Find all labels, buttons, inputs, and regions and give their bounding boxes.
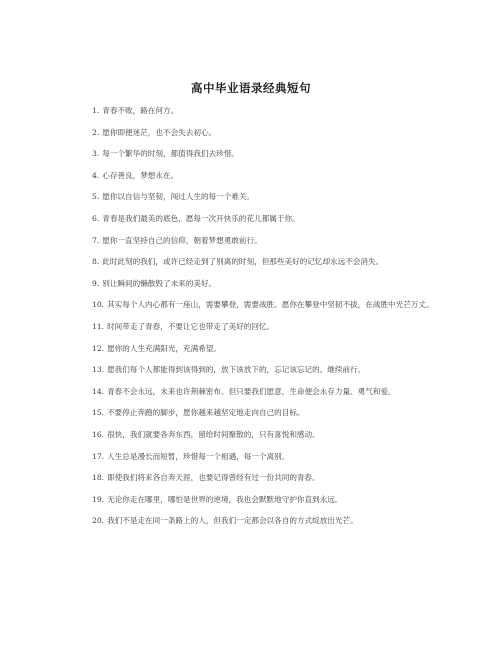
quote-number: 10. xyxy=(92,300,105,310)
quote-number: 13. xyxy=(92,365,105,375)
quote-item xyxy=(78,298,436,311)
quote-number: 20. xyxy=(92,516,105,526)
quote-text: 青春不败，路在何方。 xyxy=(102,106,179,115)
quote-item xyxy=(78,169,436,182)
quote-item xyxy=(78,190,436,203)
quote-number: 11. xyxy=(92,321,105,331)
quote-text: 无论你走在哪里，哪怕是世界的逆境，我也会默默地守护你直到永远。 xyxy=(107,494,343,504)
quote-text: 我们不是走在同一条路上的人，但我们一定都会以各自的方式绽放出光芒。 xyxy=(107,516,358,526)
quote-number: 2. xyxy=(92,127,100,137)
quote-item xyxy=(78,514,436,527)
quote-text: 此时此刻的我们，或许已经走到了别离的时刻，但那些美好的记忆却永远不会消失。 xyxy=(102,257,384,267)
quote-number: 14. xyxy=(92,386,105,396)
quote-text: 心存善良，梦想永在。 xyxy=(102,170,179,180)
quote-text: 很快，我们就要各奔东西，留给时间聚散的，只有喜悦和感动。 xyxy=(107,429,320,439)
quote-text: 愿我们每个人都能得到该得到的，放下该放下的，忘记该忘记的。继续前行。 xyxy=(107,365,366,375)
quote-number: 5. xyxy=(92,192,100,202)
quote-text: 人生总是漫长而短暂，珍惜每一个相遇，每一个离别。 xyxy=(107,451,290,461)
quote-number: 4. xyxy=(92,170,100,180)
quote-item xyxy=(78,126,436,139)
quote-item xyxy=(78,363,436,376)
quote-text: 时间带走了青春，不要让它也带走了美好的回忆。 xyxy=(107,321,275,331)
quote-number: 6. xyxy=(92,213,100,223)
quote-number: 19. xyxy=(92,494,105,504)
quote-item xyxy=(78,493,436,506)
quote-item xyxy=(78,450,436,463)
quote-item xyxy=(78,342,436,355)
quote-number: 9. xyxy=(92,278,100,288)
quote-number: 8. xyxy=(92,257,100,267)
quote-text: 愿你的人生充满阳光，充满希望。 xyxy=(107,343,221,353)
quote-number: 1. xyxy=(92,106,100,115)
quote-text: 别让瞬间的懒散毁了未来的美好。 xyxy=(102,278,217,288)
quote-text: 即使我们将来各自奔天涯，也要记得曾经有过一份共同的青春。 xyxy=(107,473,320,483)
quote-item xyxy=(78,104,436,117)
quote-item xyxy=(78,320,436,333)
quote-number: 15. xyxy=(92,408,105,418)
quote-text: 其实每个人内心都有一座山，需要攀登，需要战胜。愿你在攀登中坚韧不拔，在战胜中光芒万丈。 xyxy=(107,300,434,310)
quote-item xyxy=(78,255,436,268)
quote-text: 不要停止奔跑的脚步，愿你越来越坚定地走向自己的目标。 xyxy=(107,408,305,418)
quote-item xyxy=(78,277,436,290)
quote-item xyxy=(78,385,436,398)
quote-text: 每一个繁华的时刻，都值得我们去珍惜。 xyxy=(102,149,239,159)
quote-item xyxy=(78,147,436,160)
quote-number: 7. xyxy=(92,235,100,245)
quote-item xyxy=(78,471,436,484)
quote-text: 愿你即便迷茫，也不会失去初心。 xyxy=(102,127,217,137)
quote-list xyxy=(78,104,436,536)
quote-number: 12. xyxy=(92,343,105,353)
quote-text: 青春是我们最美的底色，愿每一次开快乐的花儿都属于你。 xyxy=(102,213,300,223)
quote-item xyxy=(78,212,436,225)
quote-text: 愿你以自信与坚韧，闯过人生的每一个难关。 xyxy=(102,192,255,202)
page-title: 高中毕业语录经典短句 xyxy=(191,81,311,95)
quote-item xyxy=(78,428,436,441)
quote-text: 愿你一直坚持自己的信仰，朝着梦想勇敢前行。 xyxy=(102,235,262,245)
quote-item xyxy=(78,406,436,419)
quote-number: 17. xyxy=(92,451,105,461)
quote-number: 16. xyxy=(92,429,105,439)
quote-text: 青春不会永远，未来也许荆棘密布。但只要我们愿意，生命便会永存力量、勇气和爱。 xyxy=(107,386,396,396)
quote-number: 3. xyxy=(92,149,100,159)
quote-number: 18. xyxy=(92,473,105,483)
quote-item xyxy=(78,234,436,247)
